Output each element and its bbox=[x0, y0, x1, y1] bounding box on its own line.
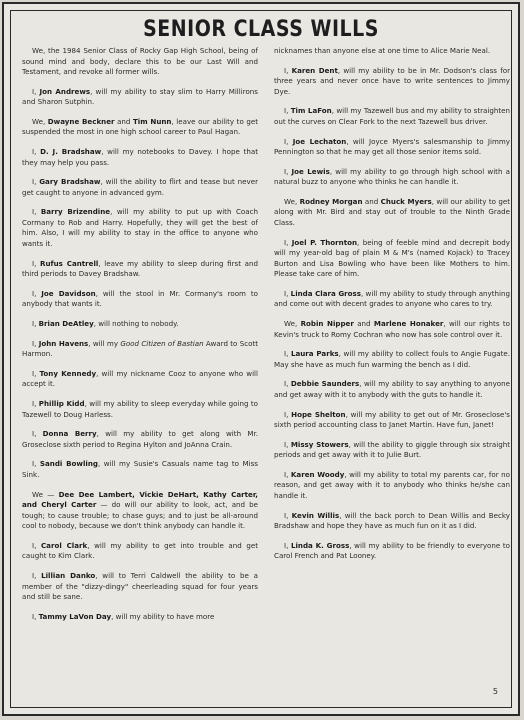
student-name: Tim Nunn bbox=[132, 116, 172, 126]
student-name: Debbie Saunders bbox=[290, 379, 360, 389]
will-paragraph: I, Rufus Cantrell, leave my ability to sleep during first and third periods to Davey Bradshaw. bbox=[22, 258, 258, 279]
student-name: Barry Brizendine bbox=[40, 207, 111, 217]
student-name: D. J. Bradshaw bbox=[40, 147, 102, 157]
will-paragraph: I, Tony Kennedy, will my nickname Cooz to anyone who will accept it. bbox=[22, 368, 259, 389]
student-name: Joel P. Thornton bbox=[291, 237, 358, 247]
page-number: 5 bbox=[492, 687, 498, 696]
will-paragraph: I, Laura Parks, will my ability to collect fouls to Angie Fugate. May she have as much fun warming the bench as I did. bbox=[274, 349, 510, 369]
will-paragraph: I, Tammy LaVon Day, will my ability to have more bbox=[32, 611, 215, 621]
will-paragraph: I, Joel P. Thornton, being of feeble mind and decrepit body will my year-old bag of plain M & M's (named Kojack) to Tracey Burton and Lisa Bowling who have been like Mothers to him. Please take care of him. bbox=[274, 237, 510, 279]
will-paragraph: I, Phillip Kidd, will my ability to sleep everyday while going to Tazewell to Doug Harless. bbox=[22, 399, 259, 419]
student-name: Jon Andrews bbox=[39, 86, 91, 96]
will-paragraph: We, Dwayne Beckner and Tim Nunn, leave our ability to get suspended the most in one high school career to Paul Hagan. bbox=[22, 116, 258, 137]
student-name: Karen Dent bbox=[291, 65, 338, 75]
student-name: Rufus Cantrell bbox=[40, 258, 99, 268]
will-paragraph: I, D. J. Bradshaw, will my notebooks to Davey. I hope that they may help you pass. bbox=[22, 147, 258, 167]
will-paragraph: nicknames than anyone else at one time to Alice Marie Neal. bbox=[274, 46, 491, 55]
student-name: Joe Lechaton bbox=[292, 136, 347, 146]
student-name: Lillian Danko bbox=[41, 571, 96, 580]
will-paragraph: I, Gary Bradshaw, will the ability to flirt and tease but never get caught to anyone in advanced gym. bbox=[22, 177, 258, 197]
student-name: Gary Bradshaw bbox=[39, 177, 101, 187]
will-paragraph: I, Lillian Danko, will to Terri Caldwell the ability to be a member of the "dizzy-dingy" cheerleading squad for four years and still be sane. bbox=[22, 571, 258, 601]
will-paragraph: I, Linda K. Gross, will my ability to be friendly to everyone to Carol French and Pat Looney. bbox=[274, 540, 510, 561]
student-name: Karen Woody bbox=[290, 469, 345, 479]
will-paragraph: We, Robin Nipper and Marlene Honaker, will our rights to Kevin's truck to Romy Cochran who now has sole control over it. bbox=[274, 319, 510, 339]
student-name: Laura Parks bbox=[290, 349, 339, 359]
student-name: Joe Davidson bbox=[41, 288, 96, 298]
student-name: Robin Nipper bbox=[300, 319, 354, 328]
will-paragraph: I, Jon Andrews, will my ability to stay slim to Harry Millirons and Sharon Sutphin. bbox=[22, 86, 258, 107]
will-paragraph: I, Barry Brizendine, will my ability to put up with Coach Cormany to Rob and Harry. Hopefully, they will get the best of him. Also, I will my ability to stay in the office to anyone who wants it. bbox=[22, 207, 258, 248]
will-paragraph: I, Kevin Willis, will the back porch to Dean Willis and Becky Bradshaw and hope they have as much fun on it as I did. bbox=[274, 510, 510, 531]
will-paragraph: I, Donna Berry, will my ability to get along with Mr. Groseclose sixth period to Regina Hylton and JoAnna Crain. bbox=[22, 429, 258, 449]
will-paragraph: I, Sandi Bowling, will my Susie's Casuals name tag to Miss Sink. bbox=[22, 459, 259, 479]
student-name: Tim LaFon bbox=[290, 106, 332, 116]
will-paragraph: I, John Havens, will my Good Citizen of Bastian Award to Scott Harmon. bbox=[22, 338, 259, 359]
student-name: Joe Lewis bbox=[291, 166, 330, 176]
will-paragraph: I, Joe Davidson, will the stool in Mr. Cormany's room to anybody that wants it. bbox=[22, 288, 259, 309]
student-name: Missy Stowers bbox=[290, 439, 349, 449]
will-paragraph: I, Missy Stowers, will the ability to giggle through six straight periods and get away with it to Julie Burt. bbox=[274, 439, 510, 460]
student-name: Carol Clark bbox=[40, 540, 88, 550]
student-name: Rodney Morgan bbox=[299, 196, 363, 206]
will-paragraph: I, Linda Clara Gross, will my ability to study through anything and come out with decent grades to anyone who cares to try. bbox=[274, 288, 510, 309]
will-paragraph: I, Carol Clark, will my ability to get into trouble and get caught to Kim Clark. bbox=[22, 540, 258, 561]
student-name: John Havens bbox=[38, 338, 89, 348]
right-column bbox=[274, 46, 510, 571]
student-name: Brian DeAtley bbox=[38, 319, 94, 328]
student-name: Marlene Honaker bbox=[373, 319, 444, 328]
will-paragraph: I, Karen Dent, will my ability to be in Mr. Dodson's class for three years and never once have to write sentences to Jimmy Dye. bbox=[274, 65, 510, 96]
student-name: Kevin Willis bbox=[291, 510, 340, 520]
yearbook-page bbox=[2, 2, 520, 716]
student-name: Hope Shelton bbox=[291, 409, 346, 419]
student-name: Tony Kennedy bbox=[39, 368, 97, 378]
student-name: Sandi Bowling bbox=[39, 459, 98, 469]
will-paragraph: I, Hope Shelton, will my ability to get out of Mr. Groseclose's sixth period accounting class to Janet Martin. Have fun, Janet! bbox=[274, 409, 511, 430]
page-title: SENIOR CLASS WILLS bbox=[143, 16, 379, 42]
will-paragraph: I, Brian DeAtley, will nothing to nobody. bbox=[32, 319, 179, 328]
student-name: Donna Berry bbox=[42, 429, 97, 439]
will-paragraph: I, Joe Lewis, will my ability to go through high school with a natural buzz to anyone who thinks he can handle it. bbox=[274, 166, 511, 187]
student-name: Linda Clara Gross bbox=[290, 288, 361, 298]
will-paragraph: I, Karen Woody, will my ability to total my parents car, for no reason, and get away with it to anybody who thinks he/she can handle it. bbox=[274, 469, 511, 500]
student-name: Dee Dee Lambert, Vickie DeHart, Kathy Carter, and Cheryl Carter bbox=[22, 489, 258, 510]
left-column bbox=[22, 46, 258, 631]
will-paragraph: We — Dee Dee Lambert, Vickie DeHart, Kathy Carter, and Cheryl Carter — do will our ability to look, act, and be tough; to cause trouble; to chase guys; and to just be all-around cool to nobody, because we don't think anybody can handle it. bbox=[22, 489, 259, 531]
will-paragraph: I, Debbie Saunders, will my ability to say anything to anyone and get away with it to anybody with the guts to handle it. bbox=[274, 379, 510, 399]
student-name: Tammy LaVon Day bbox=[38, 611, 112, 621]
will-paragraph: I, Tim LaFon, will my Tazewell bus and my ability to straighten out the curves on Clear Fork to the next Tazewell bus driver. bbox=[274, 106, 510, 126]
student-name: Linda K. Gross bbox=[290, 540, 350, 550]
award-name: Good Citizen of Bastian bbox=[120, 338, 204, 348]
will-paragraph: We, the 1984 Senior Class of Rocky Gap High School, being of sound mind and body, declare this to be our Last Will and Testament, and revoke all former wills. bbox=[22, 46, 258, 76]
student-name: Phillip Kidd bbox=[38, 399, 85, 409]
will-paragraph: We, Rodney Morgan and Chuck Myers, will our ability to get along with Mr. Bird and stay out of trouble to the Ninth Grade Class. bbox=[274, 196, 510, 227]
student-name: Chuck Myers bbox=[380, 196, 432, 206]
student-name: Dwayne Beckner bbox=[47, 116, 115, 126]
will-paragraph: I, Joe Lechaton, will Joyce Myers's salesmanship to Jimmy Pennington so that he may get all those senior items sold. bbox=[274, 136, 510, 157]
